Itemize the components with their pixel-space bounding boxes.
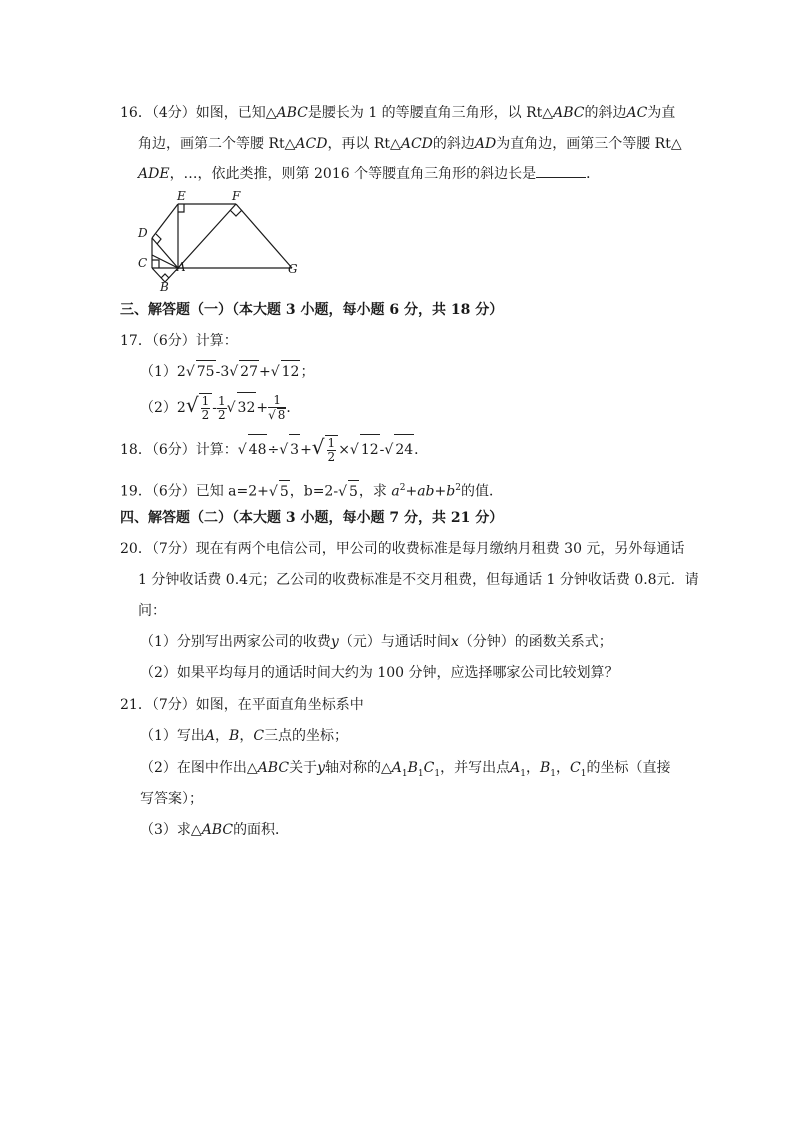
q16-segment	[178, 204, 236, 268]
operator: +	[300, 442, 312, 458]
label-G: G	[288, 262, 298, 276]
q21-stem: 21．（7分）如图，在平面直角坐标系中	[120, 697, 364, 713]
q20-text: （1）分别写出两家公司的收费	[140, 634, 331, 650]
q16-abc: ABC	[553, 105, 585, 121]
q16-line2	[138, 133, 682, 155]
right-angle-mark	[161, 274, 169, 278]
q16-text: 16．（4分）如图，已知△	[120, 105, 277, 121]
punct: ．	[414, 442, 429, 458]
q21-part2-line2: 写答案）；	[140, 791, 203, 807]
answer-blank	[536, 163, 586, 178]
right-angle-mark	[152, 260, 159, 268]
radical	[384, 442, 393, 458]
q20-line3: 问：	[138, 603, 166, 619]
q20-part1	[140, 631, 613, 653]
q19	[120, 477, 503, 503]
fraction	[327, 437, 337, 464]
punct: ，	[525, 760, 540, 776]
q17-stem: 17．（6分）计算：	[120, 333, 238, 349]
var-b: b	[446, 483, 456, 500]
right-angle-mark	[156, 234, 161, 244]
radical	[186, 364, 195, 380]
q21-text: 关于	[289, 760, 318, 776]
exponent: 2	[399, 483, 406, 493]
subscript: 1	[401, 768, 408, 779]
q16-ac: AC	[626, 105, 648, 121]
denominator: 2	[201, 408, 210, 422]
q16-text: 为直	[647, 105, 676, 121]
subscript: 1	[580, 768, 587, 779]
q17-label: （2）	[140, 400, 177, 416]
radicand: 32	[237, 392, 257, 423]
radicand: 24	[394, 434, 414, 465]
q21-text: （3）求△	[140, 822, 202, 838]
q21-text: 轴对称的△	[324, 760, 392, 776]
q16-text: 是腰长为 1 的等腰直角三角形，以 Rt△	[307, 105, 554, 121]
numerator: 1	[201, 394, 210, 408]
subscript: 1	[520, 768, 526, 779]
operator: -	[212, 400, 217, 416]
q16-line3	[138, 163, 600, 185]
var-a: a	[391, 483, 400, 500]
q18-stem: 18．（6分）计算：	[120, 442, 238, 458]
q21-text: 三点的坐标；	[264, 728, 349, 744]
denominator	[268, 408, 286, 422]
q16-segment	[152, 255, 178, 268]
point-B1: B	[407, 760, 418, 776]
triangle-abc: ABC	[201, 822, 234, 838]
var-y: y	[317, 760, 325, 776]
q19-text: 的值．	[460, 483, 503, 500]
label-E: E	[177, 189, 186, 203]
q21-text: （2）在图中作出△	[140, 760, 258, 776]
point-A1: A	[510, 760, 521, 776]
fraction	[268, 394, 286, 422]
subscript: 1	[417, 768, 424, 779]
operator: ×	[338, 442, 350, 458]
q19-stem: 19．（6分）已知 a=2+	[120, 483, 269, 500]
section4-title: 四、解答题（二）（本大题 3 小题，每小题 7 分，共 21 分）	[120, 510, 504, 526]
operator: ÷	[267, 442, 280, 458]
q17-part1	[140, 360, 314, 383]
numerator: 1	[268, 394, 286, 408]
radical	[227, 400, 236, 416]
radical	[271, 364, 280, 380]
right-angle-mark	[230, 210, 242, 216]
numerator: 1	[217, 393, 226, 408]
fraction	[217, 395, 227, 422]
radicand: 48	[248, 434, 268, 465]
fraction	[201, 395, 211, 422]
triangle-abc: ABC	[257, 760, 290, 776]
q16-text: ，再以 Rt△	[327, 136, 401, 152]
radical	[269, 484, 278, 500]
var-y: y	[330, 634, 339, 650]
operator: +	[434, 483, 447, 500]
q21-part1	[140, 725, 348, 747]
label-C: C	[138, 256, 148, 270]
punct: ；	[300, 364, 315, 380]
subscript: 1	[434, 768, 441, 779]
radicand: 5	[348, 480, 359, 503]
q16-text: 角边，画第二个等腰 Rt△	[138, 136, 296, 152]
right-angle-mark	[178, 204, 184, 212]
point-C1: C	[570, 760, 581, 776]
radicand: 8	[277, 408, 286, 422]
exponent: 2	[455, 483, 461, 493]
radicand: 5	[279, 480, 290, 503]
label-B: B	[160, 280, 169, 294]
q21-text: 的面积．	[233, 822, 290, 838]
point-B1: B	[539, 760, 551, 776]
q16-acd: ACD	[295, 136, 328, 152]
q16-figure	[130, 188, 310, 294]
q16-abc: ABC	[276, 105, 308, 121]
punct: ，	[215, 728, 230, 744]
q20-text: （分钟）的函数关系式；	[458, 634, 613, 650]
radicand: 75	[196, 360, 216, 383]
q21-part2	[140, 757, 670, 785]
point-B: B	[229, 728, 240, 744]
radicand: 3	[289, 434, 300, 465]
q16-text: 的斜边	[432, 136, 475, 152]
subscript: 1	[550, 768, 556, 779]
q16-ade: ADE	[138, 166, 170, 182]
numerator: 1	[327, 436, 336, 450]
coef: -3	[215, 364, 230, 380]
var-x: x	[450, 634, 459, 650]
q16-text: ，…，依此类推，则第 2016 个等腰直角三角形的斜边长是	[169, 166, 537, 182]
q19-text: ，求	[358, 483, 392, 500]
operator: +	[256, 400, 269, 416]
operator: +	[405, 483, 418, 500]
label-D: D	[138, 226, 148, 240]
radicand: 12	[281, 360, 301, 383]
radical	[350, 442, 359, 458]
q20-part2: （2）如果平均每月的通话时间大约为 100 分钟，应选择哪家公司比较划算？	[140, 665, 619, 681]
coef: 2	[176, 364, 186, 380]
q20-line1: 20．（7分）现在有两个电信公司，甲公司的收费标准是每月缴纳月租费 30 元，另外每通话	[120, 541, 685, 557]
q16-ad: AD	[474, 136, 497, 152]
radical	[238, 442, 247, 458]
q18	[120, 432, 428, 466]
radical	[268, 408, 276, 422]
q21-part3	[140, 819, 289, 841]
label-A: A	[177, 260, 186, 274]
radical	[338, 484, 347, 500]
q16-text: 为直角边，画第三个等腰 Rt△	[496, 136, 682, 152]
denominator: 2	[217, 407, 226, 422]
operator: +	[258, 364, 271, 380]
q20-text: （元）与通话时间	[338, 634, 451, 650]
point-C: C	[253, 728, 265, 744]
radicand	[199, 393, 213, 424]
q17-label: （1）	[140, 364, 177, 380]
label-F: F	[232, 189, 241, 203]
section3-title: 三、解答题（一）（本大题 3 小题，每小题 6 分，共 18 分）	[120, 302, 504, 318]
punct: ．	[286, 400, 301, 416]
q16-segment	[152, 238, 178, 268]
q16-segment	[236, 204, 292, 268]
radical	[229, 364, 238, 380]
q16-acd: ACD	[400, 136, 433, 152]
q21-text: （1）写出	[140, 728, 205, 744]
q16-end: ．	[586, 166, 601, 182]
radical	[312, 435, 325, 459]
radicand: 27	[239, 360, 259, 383]
radicand	[325, 435, 339, 466]
operator: -	[379, 442, 385, 458]
point-A1: A	[391, 760, 402, 776]
q16-segment	[152, 204, 178, 238]
radicand: 12	[360, 434, 380, 465]
q20-line2: 1 分钟收话费 0.4元；乙公司的收费标准是不交月租费，但每通话 1 分钟收话费 0.8元．请	[138, 572, 699, 588]
radical	[186, 393, 199, 417]
q21-text: ，并写出点	[440, 760, 511, 776]
coef: 2	[176, 400, 186, 416]
point-C1: C	[423, 760, 435, 776]
var-ab: ab	[417, 483, 435, 500]
denominator: 2	[327, 450, 336, 464]
q16-line1	[120, 102, 675, 124]
q16-text: 的斜边	[584, 105, 627, 121]
q19-text: ，b=2-	[289, 483, 339, 500]
punct: ，	[239, 728, 254, 744]
radical	[279, 442, 288, 458]
point-A: A	[204, 728, 216, 744]
q21-text: 的坐标（直接	[586, 760, 671, 776]
q17-part2	[140, 390, 300, 424]
punct: ，	[556, 760, 570, 776]
